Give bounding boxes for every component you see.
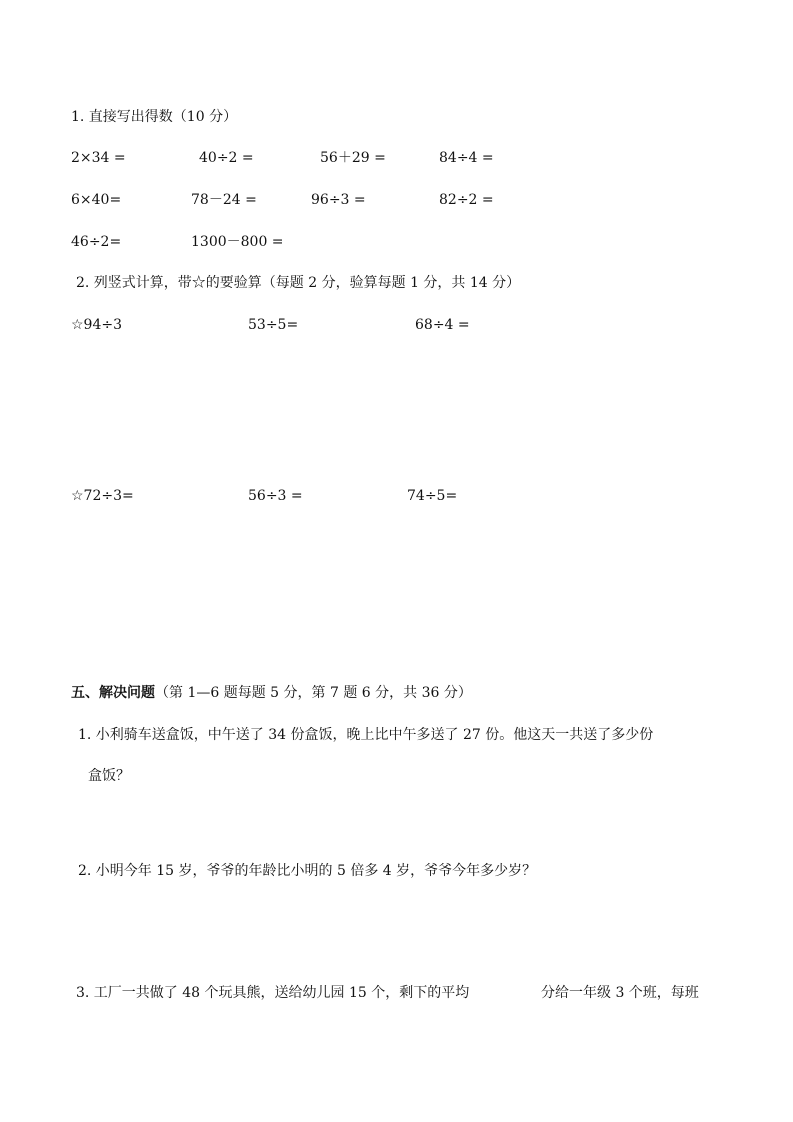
vertical-6: 74÷5= [407,488,458,504]
problem-3-line1: 3. 工厂一共做了 48 个玩具熊，送给幼儿园 15 个，剩下的平均 [76,985,470,1001]
expr-1-1: 2×34 = [71,150,126,166]
expr-2-3: 96÷3 = [311,192,366,208]
vertical-2: 53÷5= [248,317,299,333]
problem-3-line1b: 分给一年级 3 个班，每班 [541,985,699,1001]
vertical-5: 56÷3 = [248,488,303,504]
section5-heading: 五、解决问题 [71,685,155,701]
expr-2-1: 6×40= [71,192,122,208]
problem-1-line2: 盒饭？ [88,768,130,784]
part1-title: 1. 直接写出得数（10 分） [71,109,238,125]
expr-3-1: 46÷2= [71,234,122,250]
section5-note: （第 1—6 题每题 5 分，第 7 题 6 分，共 36 分） [155,685,472,701]
expr-3-2: 1300－800 = [191,234,284,250]
problem-1-line1: 1. 小利骑车送盒饭，中午送了 34 份盒饭，晚上比中午多送了 27 份。他这天一共送了多少份 [78,727,654,743]
problem-2-line1: 2. 小明今年 15 岁，爷爷的年龄比小明的 5 倍多 4 岁，爷爷今年多少岁？ [78,863,537,879]
expr-2-4: 82÷2 = [439,192,494,208]
vertical-1: ☆94÷3 [71,317,123,333]
expr-2-2: 78－24 = [191,192,257,208]
expr-1-2: 40÷2 = [199,150,254,166]
section5-header [71,683,472,703]
vertical-3: 68÷4 = [415,317,470,333]
part2-title: 2. 列竖式计算，带☆的要验算（每题 2 分，验算每题 1 分，共 14 分） [76,275,521,291]
expr-1-3: 56＋29 = [320,150,386,166]
vertical-4: ☆72÷3= [71,488,134,504]
expr-1-4: 84÷4 = [439,150,494,166]
